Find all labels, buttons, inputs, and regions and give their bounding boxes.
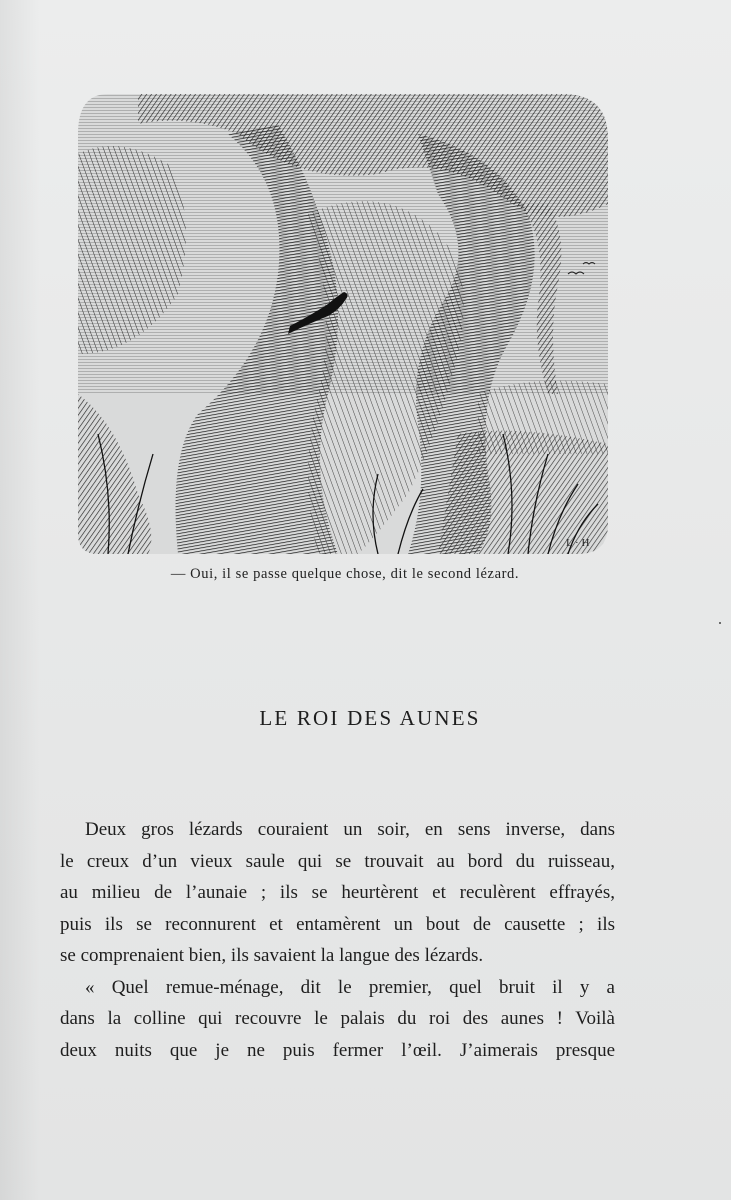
gutter-shadow xyxy=(0,0,40,1200)
body-text xyxy=(60,814,615,1066)
text-line: « Quel remue-ménage, dit le premier, quel bruit il y a xyxy=(85,976,615,998)
engraver-signature: L · H xyxy=(566,537,590,549)
text-line: deux nuits que je ne puis fermer l’œil. J’aimerais presque xyxy=(60,1039,615,1061)
text-line: puis ils se reconnurent et entamèrent un bout de causette ; ils xyxy=(60,913,615,935)
chapter-title: LE ROI DES AUNES xyxy=(259,706,481,730)
paper-speck xyxy=(719,622,721,624)
engraving-illustration xyxy=(78,94,608,554)
text-line: dans la colline qui recouvre le palais du roi des aunes ! Voilà xyxy=(60,1008,615,1029)
text-line: se comprenaient bien, ils savaient la langue des lézards. xyxy=(60,945,484,966)
illustration-caption: — Oui, il se passe quelque chose, dit le second lézard. xyxy=(170,566,520,582)
text-line: au milieu de l’aunaie ; ils se heurtèrent et reculèrent effrayés, xyxy=(60,882,615,903)
text-line: le creux d’un vieux saule qui se trouvait au bord du ruisseau, xyxy=(60,850,615,872)
text-line: Deux gros lézards couraient un soir, en sens inverse, dans xyxy=(85,819,615,840)
engraving-svg xyxy=(78,94,608,554)
